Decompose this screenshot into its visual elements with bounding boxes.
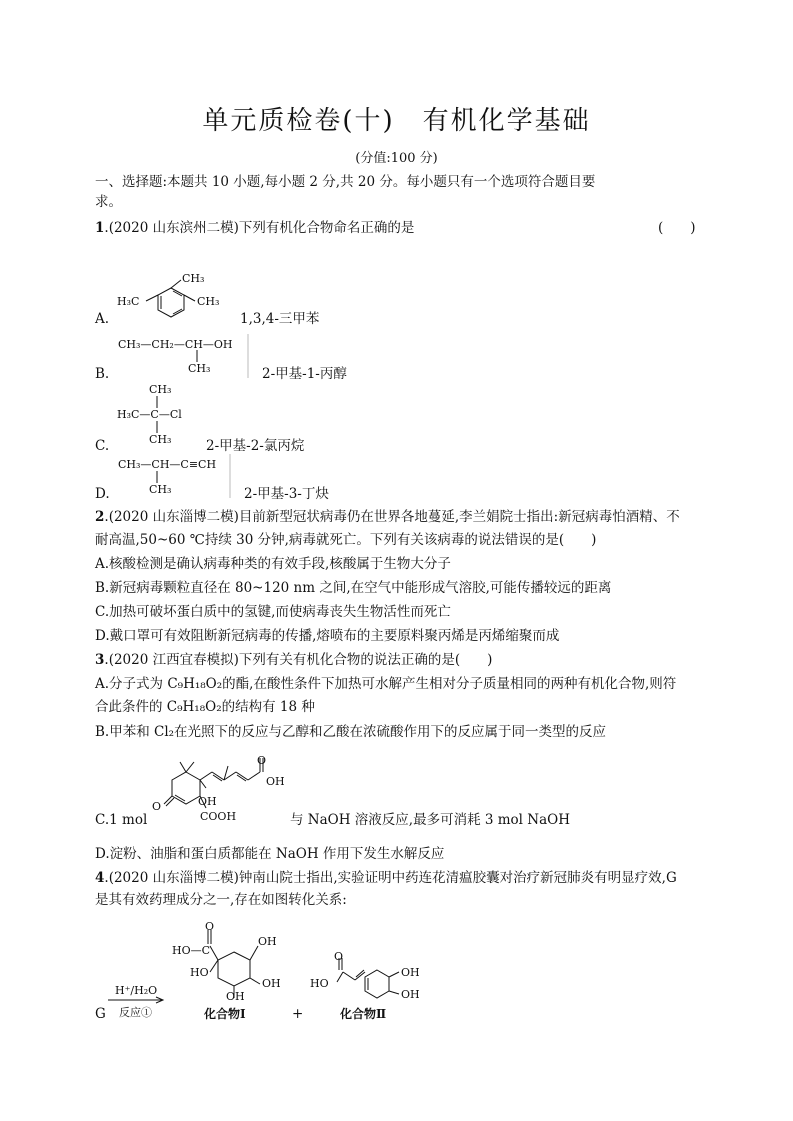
q3-option-a-1: A.分子式为 C₉H₁₈O₂的酯,在酸性条件下加热可水解产生相对分子质量相同的两种有机化合物,则符 (95, 676, 677, 692)
q4-c1-ho-left: HO (190, 966, 209, 979)
q4-c2-oh-top: OH (401, 966, 420, 979)
q1-c-ch3-top: CH₃ (149, 383, 172, 396)
q1-b-bracket (244, 334, 254, 380)
q2-option-a: A.核酸检测是确认病毒种类的有效手段,核酸属于生物大分子 (95, 556, 451, 572)
q4-reaction-arrow (108, 996, 168, 1004)
q1-stem (95, 218, 414, 238)
q2-number: 2 (95, 509, 105, 525)
q1-option-c-name: 2-甲基-2-氯丙烷 (206, 438, 305, 454)
section-heading: 一、选择题:本题共 10 小题,每小题 2 分,共 20 分。每小题只有一个选项符合题目要 (95, 174, 596, 190)
q4-compound-g: G (95, 1006, 106, 1022)
q1-d-ch3: CH₃ (149, 483, 172, 496)
q3-c-o-ketone: O (152, 800, 162, 813)
q1-a-ch3-right: CH₃ (197, 295, 220, 308)
q3-c-oh-acid: OH (266, 775, 285, 788)
q4-c1-oh-bottom: OH (226, 990, 245, 1003)
q2-option-b: B.新冠病毒颗粒直径在 80~120 nm 之间,在空气中能形成气溶胶,可能传播较远的距离 (95, 580, 612, 596)
q3-option-c-pre: C.1 mol (95, 812, 148, 828)
section-heading-cont: 求。 (95, 194, 122, 210)
q2-stem-text-1: .(2020 山东淄博二模)目前新型冠状病毒仍在世界各地蔓延,李兰娟院士指出:新冠病毒怕酒精、不 (104, 509, 680, 525)
q4-c1-ho-c: HO—C (172, 944, 211, 957)
q3-option-c-post: 与 NaOH 溶液反应,最多可消耗 3 mol NaOH (290, 812, 570, 828)
q4-reagent: H⁺/H₂O (115, 984, 158, 997)
page-title: 单元质检卷(十) 有机化学基础 (202, 106, 591, 136)
q1-answer-paren: ( ) (658, 220, 696, 236)
q1-option-a-name: 1,3,4-三甲苯 (240, 311, 320, 327)
q4-compound-1-label: 化合物Ⅰ (204, 1007, 246, 1021)
q2-option-d: D.戴口罩可有效阻断新冠病毒的传播,熔喷布的主要原料聚丙烯是丙烯缩聚而成 (95, 628, 560, 644)
q4-stem-text-1: .(2020 山东淄博二模)钟南山院士指出,实验证明中药连花清瘟胶囊对治疗新冠肺炎有明显疗效,G (104, 870, 677, 886)
q4-reaction-label: 反应① (119, 1006, 152, 1019)
q1-stem-text: .(2020 山东滨州二模)下列有机化合物命名正确的是 (104, 220, 415, 236)
q1-number: 1 (95, 220, 105, 236)
q1-d-chain: CH₃—CH—C≡CH (118, 458, 217, 471)
q1-option-d-label: D. (95, 486, 110, 502)
q1-c-ch3-bottom: CH₃ (149, 433, 172, 446)
q1-c-mid: H₃C—C—Cl (117, 408, 182, 421)
q4-stem (95, 868, 677, 888)
q4-stem-text-2: 是其有效药理成分之一,存在如图转化关系: (95, 892, 347, 908)
q1-b-ch3: CH₃ (188, 362, 211, 375)
q1-a-h3c: H₃C (117, 295, 140, 308)
q2-stem (95, 507, 680, 527)
q4-number: 4 (95, 870, 105, 886)
q3-option-b: B.甲苯和 Cl₂在光照下的反应与乙醇和乙酸在浓硫酸作用下的反应属于同一类型的反应 (95, 724, 607, 740)
q3-c-oh-ring: OH (198, 795, 217, 808)
q3-c-cooh: COOH (200, 810, 237, 823)
q4-c2-oh-bottom: OH (401, 988, 420, 1001)
q4-c1-o: O (205, 920, 215, 933)
q4-compound-1-structure (170, 920, 280, 1010)
q4-plus: + (292, 1006, 304, 1022)
q1-option-a-label: A. (95, 311, 110, 327)
q1-option-d-name: 2-甲基-3-丁炔 (244, 486, 329, 502)
q3-stem-text: .(2020 江西宜春模拟)下列有关有机化合物的说法正确的是( ) (104, 652, 493, 668)
score-note: (分值:100 分) (355, 151, 438, 166)
q4-c1-oh-top: OH (258, 935, 277, 948)
q1-b-chain: CH₃—CH₂—CH—OH (118, 338, 233, 351)
q1-option-c-label: C. (95, 438, 110, 454)
q3-stem (95, 650, 492, 670)
q1-a-ch3-top: CH₃ (182, 272, 205, 285)
q2-option-c: C.加热可破坏蛋白质中的氢键,而使病毒丧失生物活性而死亡 (95, 604, 451, 620)
q3-option-a-2: 合此条件的 C₉H₁₈O₂的结构有 18 种 (95, 699, 315, 715)
q4-c1-oh-right: OH (262, 977, 281, 990)
q4-compound-2-label: 化合物Ⅱ (340, 1007, 387, 1021)
q3-option-d: D.淀粉、油脂和蛋白质都能在 NaOH 作用下发生水解反应 (95, 846, 445, 862)
q2-stem-text-2: 耐高温,50~60 ℃持续 30 分钟,病毒就死亡。下列有关该病毒的说法错误的是( ) (95, 532, 597, 548)
q4-c2-o: O (334, 950, 344, 963)
q1-option-b-name: 2-甲基-1-丙醇 (262, 366, 347, 382)
q1-option-b-label: B. (95, 366, 110, 382)
q1-d-bracket (226, 454, 236, 500)
q3-number: 3 (95, 652, 105, 668)
q4-c2-ho: HO (310, 977, 329, 990)
q3-c-o-top: O (257, 754, 267, 767)
